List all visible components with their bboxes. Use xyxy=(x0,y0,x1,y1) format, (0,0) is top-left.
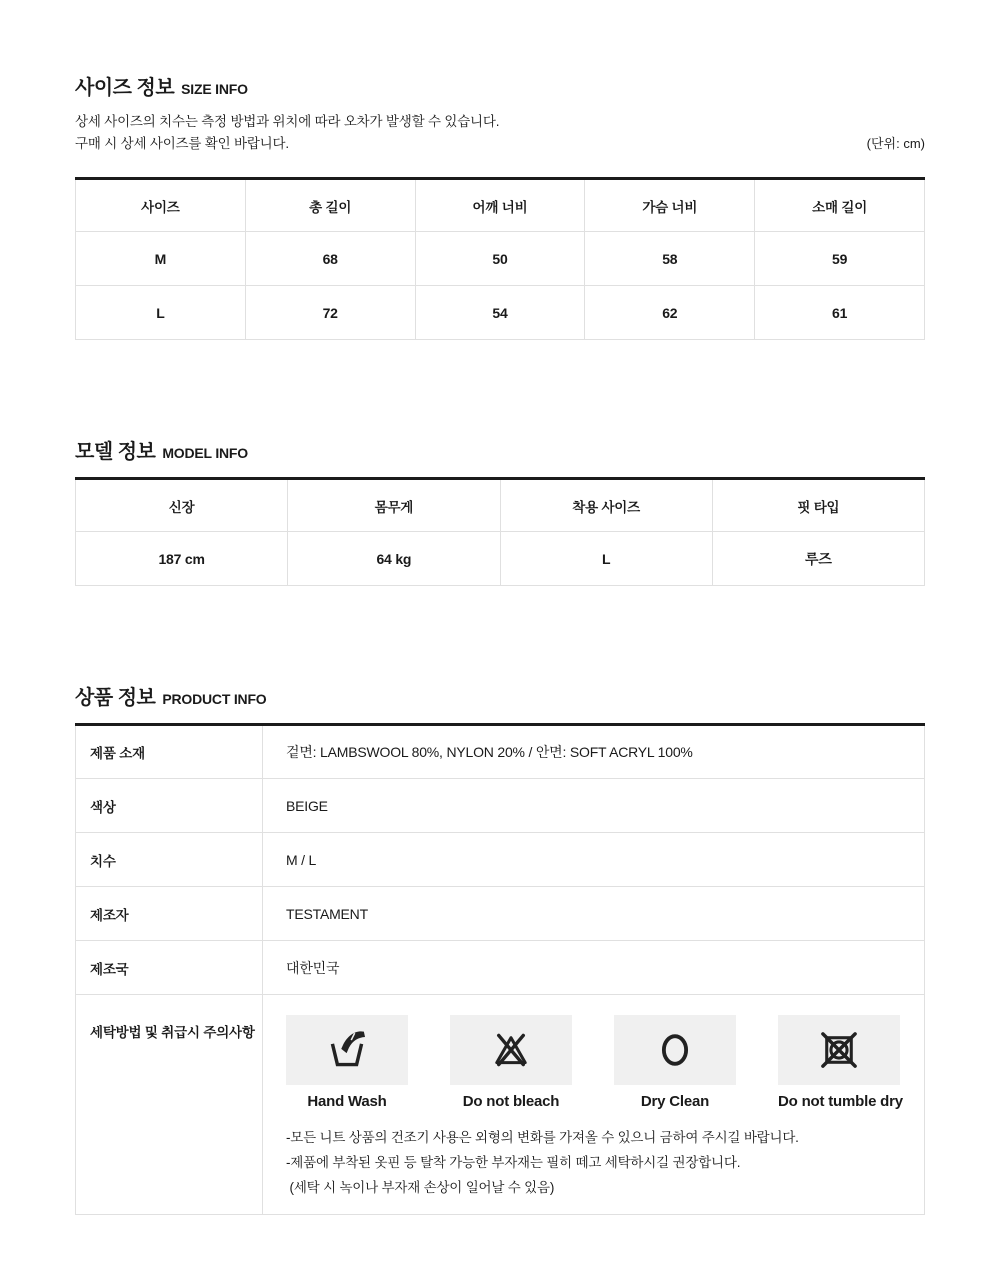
size-cell: 50 xyxy=(415,232,585,286)
model-info-title-en: MODEL INFO xyxy=(162,445,248,461)
do-not-bleach-icon-box xyxy=(450,1015,572,1085)
size-cell: 61 xyxy=(755,286,925,340)
care-icon-do-not-tumble-dry xyxy=(778,1015,903,1110)
model-info-section xyxy=(75,440,925,586)
care-notes xyxy=(286,1125,904,1200)
size-description-line1: 상세 사이즈의 치수는 측정 방법과 위치에 따라 오차가 발생할 수 있습니다. xyxy=(75,114,500,129)
size-table xyxy=(75,177,925,340)
care-icon-do-not-bleach xyxy=(450,1015,572,1110)
care-content xyxy=(263,995,925,1215)
size-cell: 72 xyxy=(245,286,415,340)
product-row-care xyxy=(76,995,925,1215)
model-table-header-row xyxy=(76,479,925,532)
product-label-dimensions: 치수 xyxy=(76,833,263,887)
care-caption-do-not-tumble-dry: Do not tumble dry xyxy=(778,1093,903,1110)
hand-wash-icon xyxy=(324,1027,370,1073)
care-icon-dry-clean xyxy=(614,1015,736,1110)
product-row-dimensions xyxy=(76,833,925,887)
size-cell: 62 xyxy=(585,286,755,340)
care-note-line: -모든 니트 상품의 건조기 사용은 외형의 변화를 가져올 수 있으니 금하여 주시길 바랍니다. xyxy=(286,1130,799,1145)
model-table-header-weight: 몸무게 xyxy=(288,479,500,532)
size-cell: 54 xyxy=(415,286,585,340)
size-cell: 59 xyxy=(755,232,925,286)
product-row-color xyxy=(76,779,925,833)
product-value-material: 겉면: LAMBSWOOL 80%, NYLON 20% / 안면: SOFT ACRYL 100% xyxy=(263,725,925,779)
product-row-material xyxy=(76,725,925,779)
size-table-header-chest-width: 가슴 너비 xyxy=(585,179,755,232)
product-value-country: 대한민국 xyxy=(263,941,925,995)
product-info-title-ko: 상품 정보 xyxy=(75,687,156,709)
size-cell: M xyxy=(76,232,246,286)
do-not-tumble-dry-icon xyxy=(816,1027,862,1073)
size-info-title-ko: 사이즈 정보 xyxy=(75,77,175,99)
product-info-title xyxy=(75,686,925,711)
care-caption-do-not-bleach: Do not bleach xyxy=(462,1093,560,1110)
size-description-line2: 구매 시 상세 사이즈를 확인 바랍니다. xyxy=(75,136,289,151)
product-label-care: 세탁방법 및 취급시 주의사항 xyxy=(76,995,263,1215)
model-table xyxy=(75,477,925,586)
size-table-header-shoulder-width: 어깨 너비 xyxy=(415,179,585,232)
care-icons-row xyxy=(286,1015,904,1110)
model-cell: L xyxy=(500,532,712,586)
model-table-header-height: 신장 xyxy=(76,479,288,532)
size-table-header-row xyxy=(76,179,925,232)
product-info-table xyxy=(75,723,925,1215)
product-row-manufacturer xyxy=(76,887,925,941)
product-value-manufacturer: TESTAMENT xyxy=(263,887,925,941)
care-note-line: -제품에 부착된 옷핀 등 탈착 가능한 부자재는 필히 떼고 세탁하시길 권장합니다. xyxy=(286,1155,741,1170)
model-cell: 187 cm xyxy=(76,532,288,586)
product-info-title-en: PRODUCT INFO xyxy=(162,691,267,707)
size-description xyxy=(75,111,499,155)
care-icon-hand-wash xyxy=(286,1015,408,1110)
product-info-section xyxy=(75,686,925,1215)
size-info-title-en: SIZE INFO xyxy=(181,81,248,97)
size-info-title xyxy=(75,76,925,101)
do-not-bleach-icon xyxy=(488,1027,534,1073)
dry-clean-icon xyxy=(652,1027,698,1073)
unit-label: (단위: cm) xyxy=(866,136,925,151)
model-table-header-worn-size: 착용 사이즈 xyxy=(500,479,712,532)
product-label-manufacturer: 제조자 xyxy=(76,887,263,941)
care-note-line: (세탁 시 녹이나 부자재 손상이 일어날 수 있음) xyxy=(286,1180,555,1195)
model-cell: 루즈 xyxy=(712,532,924,586)
care-caption-dry-clean: Dry Clean xyxy=(640,1093,710,1110)
size-table-header-total-length: 총 길이 xyxy=(245,179,415,232)
model-info-title xyxy=(75,440,925,465)
model-table-row xyxy=(76,532,925,586)
product-value-color: BEIGE xyxy=(263,779,925,833)
product-label-material: 제품 소재 xyxy=(76,725,263,779)
size-table-row-m xyxy=(76,232,925,286)
care-caption-hand-wash: Hand Wash xyxy=(307,1093,387,1110)
size-table-header-size: 사이즈 xyxy=(76,179,246,232)
size-cell: 68 xyxy=(245,232,415,286)
size-cell: L xyxy=(76,286,246,340)
product-label-color: 색상 xyxy=(76,779,263,833)
hand-wash-icon-box xyxy=(286,1015,408,1085)
model-table-header-fit-type: 핏 타입 xyxy=(712,479,924,532)
product-label-country: 제조국 xyxy=(76,941,263,995)
size-description-row xyxy=(75,111,925,155)
product-value-dimensions: M / L xyxy=(263,833,925,887)
dry-clean-icon-box xyxy=(614,1015,736,1085)
model-info-title-ko: 모델 정보 xyxy=(75,441,156,463)
product-detail-content xyxy=(75,0,925,1215)
size-cell: 58 xyxy=(585,232,755,286)
model-cell: 64 kg xyxy=(288,532,500,586)
product-row-country xyxy=(76,941,925,995)
do-not-tumble-dry-icon-box xyxy=(778,1015,900,1085)
size-table-row-l xyxy=(76,286,925,340)
size-table-header-sleeve-length: 소매 길이 xyxy=(755,179,925,232)
